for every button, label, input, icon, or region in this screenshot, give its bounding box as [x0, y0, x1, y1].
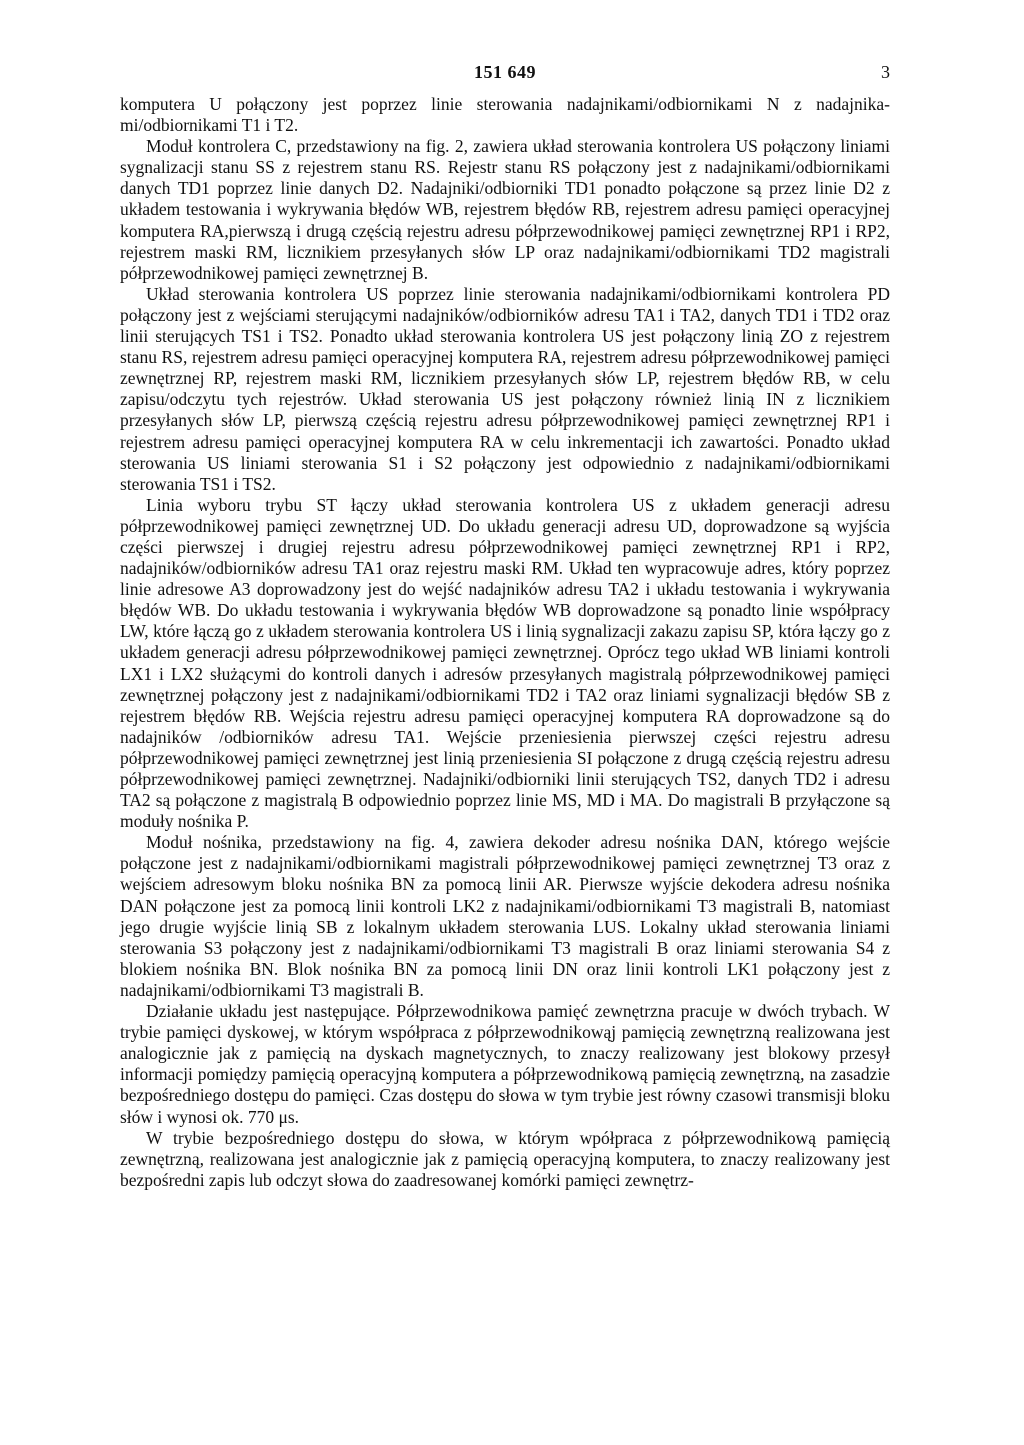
- body-text: [120, 94, 890, 1191]
- paragraph: Moduł nośnika, przedstawiony na fig. 4, zawiera dekoder adresu nośnika DAN, którego wejście połączone jest z nadajnikami/odbiornikami magistrali półprzewodnikowej pamięci zewnętrznej T3 oraz z wejściem adresowym bloku nośnika BN za pomocą linii AR. Pierwsze wyjście dekodera adresu nośnika DAN połączone jest za pomocą linii kontroli LK2 z nadajnikami/odbiornikami T3 magistrali B, natomiast jego drugie wyjście linią SB z lokalnym układem sterowania LUS. Lokalny układ sterowania liniami sterowania S3 połączony jest z nadajnikami/odbiornikami T3 magistrali B oraz liniami sterowania S4 z blokiem nośnika BN. Blok nośnika BN za pomocą linii DN oraz linii kontroli LK1 połączony jest z nadajnikami/odbiornikami T3 magistrali B.: [120, 832, 890, 1000]
- paragraph: Układ sterowania kontrolera US poprzez linie sterowania nadajnikami/odbiornikami kontrolera PD połączony jest z wejściami sterującymi nadajników/odbiorników adresu TA1 i TA2, danych TD1 i TD2 oraz linii sterujących TS1 i TS2. Ponadto układ sterowania kontrolera US jest połączony linią ZO z rejestrem stanu RS, rejestrem adresu pamięci operacyjnej komputera RA, rejestrem adresu półprzewodnikowej pamięci zewnętrznej RP, rejestrem maski RM, licznikiem przesyłanych słów LP, rejestrem błędów RB, w celu zapisu/odczytu tych rejestrów. Układ sterowania US jest połączony również linią IN z licznikiem przesyłanych słów LP, pierwszą częścią rejestru adresu półprzewodnikowej pamięci zewnętrznej RP1 i rejestrem adresu pamięci operacyjnej komputera RA w celu inkrementacji ich zawartości. Ponadto układ sterowania US liniami sterowania S1 i S2 połączony jest odpowiednio z nadajnikami/odbiornikami sterowania TS1 i TS2.: [120, 283, 890, 494]
- paragraph: W trybie bezpośredniego dostępu do słowa, w którym wpółpraca z półprzewodnikową pamięcią zewnętrzną, realizowana jest analogicznie jak z pamięcią operacyjną komputera, to znaczy realizowany jest bezpośredni zapis lub odczyt słowa do zaadresowanej komórki pamięci zewnętrz-: [120, 1127, 890, 1190]
- paragraph: Linia wyboru trybu ST łączy układ sterowania kontrolera US z układem generacji adresu półprzewodnikowej pamięci zewnętrznej UD. Do układu generacji adresu UD, doprowadzone są wyjścia części pierwszej i drugiej rejestru adresu półprzewodnikowej pamięci zewnętrznej RP1 i RP2, nadajników/odbiorników adresu TA1 oraz rejestru maski RM. Układ ten wypracowuje adres, który poprzez linie adresowe A3 doprowadzony jest do wejść nadajników adresu TA2 i układu testowania i wykrywania błędów WB. Do układu testowania i wykrywania błędów WB doprowadzone są ponadto linie współpracy LW, które łączą go z układem sterowania kontrolera US i linią sygnalizacji zakazu zapisu SP, która łączy go z układem generacji adresu półprzewodnikowej pamięci zewnętrznej. Oprócz tego układ WB liniami kontroli LX1 i LX2 służącymi do kontroli danych i adresów przesyłanych magistralą półprzewodnikowej pamięci zewnętrznej połączony jest z nadajnikami/odbiornikami TD2 i TA2 oraz liniami sygnalizacji błędów SB z rejestrem błędów RB. Wejścia rejestru adresu pamięci operacyjnej komputera RA doprowadzone są do nadajników /odbiorników adresu TA1. Wejście przeniesienia pierwszej części rejestru adresu półprzewodnikowej pamięci zewnętrznej jest linią przeniesienia SI połączone z drugą częścią rejestru adresu półprzewodnikowej pamięci zewnętrznej. Nadajniki/odbiorniki linii sterujących TS2, danych TD2 i adresu TA2 są połączone z magistralą B odpowiednio poprzez linie MS, MD i MA. Do magistrali B przyłączone są moduły nośnika P.: [120, 494, 890, 832]
- page-header: [120, 62, 890, 88]
- patent-number: 151 649: [474, 62, 536, 82]
- paragraph: Działanie układu jest następujące. Półprzewodnikowa pamięć zewnętrzna pracuje w dwóch trybach. W trybie pamięci dyskowej, w którym współpraca z półprzewodnikowąj pamięcią zewnętrzną realizowana jest analogicznie jak z pamięcią na dyskach magnetycznych, to znaczy realizowany jest blokowy przesył informacji pomiędzy pamięcią operacyjną komputera a półprzewodnikową pamięcią zewnętrzną, na zasadzie bezpośredniego dostępu do pamięci. Czas dostępu do słowa w tym trybie jest równy czasowi transmisji bloku słów i wynosi ok. 770 μs.: [120, 1001, 890, 1127]
- page-number: 3: [881, 62, 890, 82]
- paragraph: Moduł kontrolera C, przedstawiony na fig. 2, zawiera układ sterowania kontrolera US połączony liniami sygnalizacji stanu SS z rejestrem stanu RS. Rejestr stanu RS połączony jest z nadajnikami/odbiornikami danych TD1 poprzez linie danych D2. Nadajniki/odbiorniki TD1 ponadto połączone są przez linie D2 z układem testowania i wykrywania błędów WB, rejestrem błędów RB, rejestrem adresu pamięci operacyjnej komputera RA,pierwszą i drugą częścią rejestru adresu półprzewodnikowej pamięci zewnętrznej RP1 i RP2, rejestrem maski RM, licznikiem przesyłanych słów LP oraz nadajnikami/odbiornikami TD2 magistrali półprzewodnikowej pamięci zewnętrznej B.: [120, 136, 890, 283]
- paragraph: komputera U połączony jest poprzez linie sterowania nadajnikami/odbiornikami N z nadajnika-mi/odbiornikami T1 i T2.: [120, 94, 890, 136]
